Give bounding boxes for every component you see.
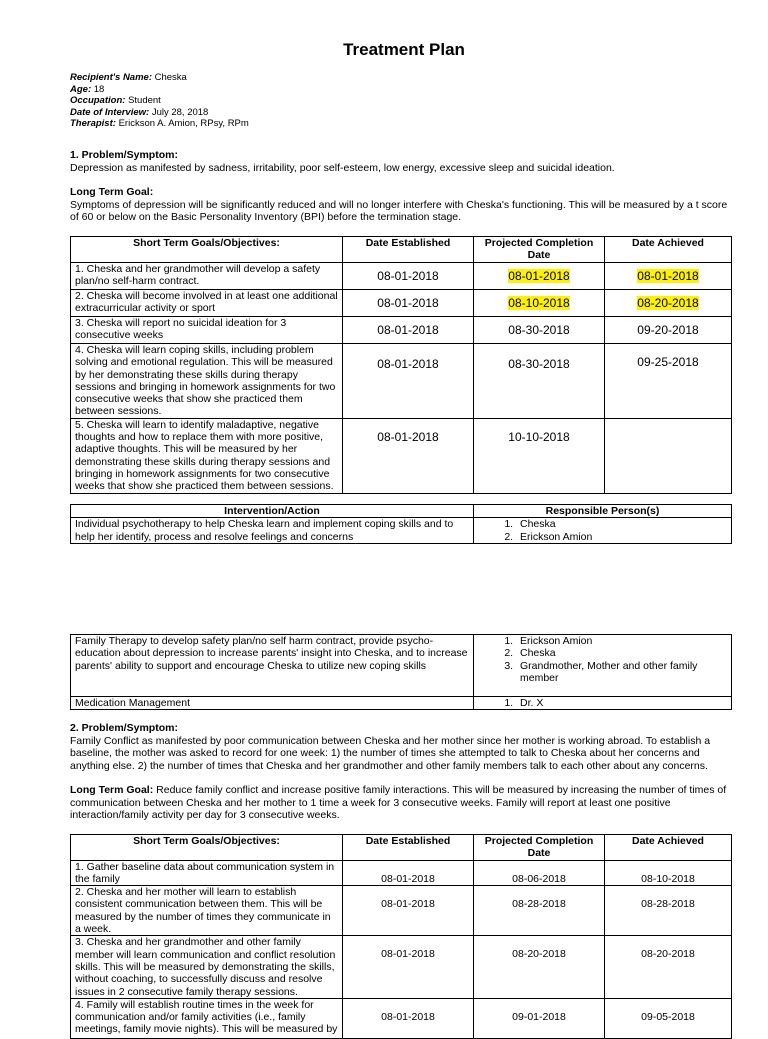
interventions-table-1	[70, 504, 732, 544]
intervention-text: Individual psychotherapy to help Cheska learn and implement coping skills and to help her identify, process and resolve feelings and concerns	[71, 518, 474, 544]
responsible-header: Responsible Person(s)	[474, 505, 732, 518]
list-item: 1. Erickson Amion	[516, 635, 727, 647]
table-row	[71, 263, 732, 290]
recipient-info	[70, 72, 249, 130]
intervention-header: Intervention/Action	[71, 505, 474, 518]
recipient-label: Recipient's Name:	[70, 72, 152, 83]
date-achieved: 08-20-2018	[605, 936, 732, 998]
occupation-label: Occupation:	[70, 95, 126, 106]
goal-header: Short Term Goals/Objectives:	[71, 237, 343, 263]
projected-date: 08-30-2018	[474, 317, 605, 344]
table-row	[71, 635, 732, 697]
goal-text: 1. Cheska and her grandmother will develop a safety plan/no self-harm contract.	[71, 263, 343, 290]
list-item: 1. Dr. X	[516, 697, 727, 709]
intervention-text: Medication Management	[71, 697, 474, 710]
date-established: 08-01-2018	[343, 263, 474, 290]
date-established: 08-01-2018	[343, 317, 474, 344]
date-established: 08-01-2018	[343, 418, 474, 493]
date-achieved-header: Date Achieved	[605, 237, 732, 263]
goal-header: Short Term Goals/Objectives:	[71, 835, 343, 861]
date-achieved-header: Date Achieved	[605, 835, 732, 861]
goals-table-1	[70, 236, 732, 494]
recipient-name: Cheska	[154, 72, 187, 83]
projected-date: 09-01-2018	[474, 998, 605, 1038]
date-established: 08-01-2018	[343, 998, 474, 1038]
date-achieved: 09-05-2018	[605, 998, 732, 1038]
problem-2-text: Family Conflict as manifested by poor communication between Cheska and her mother since her mother is working abroad. To establish a baseline, the mother was asked to record for one week: 1) the number of times she attempted to talk to Cheska about her concerns and anything else. 2) the number of times that Cheska and her grandmother and other family members talk to each other about any concerns.	[70, 734, 711, 772]
occupation-value: Student	[128, 95, 161, 106]
date-achieved: 08-01-2018	[637, 268, 699, 283]
date-achieved: 09-20-2018	[605, 317, 732, 344]
problem-2-section	[70, 722, 730, 772]
projected-date: 08-20-2018	[474, 936, 605, 998]
date-established: 08-01-2018	[343, 290, 474, 317]
date-achieved: 09-25-2018	[605, 344, 732, 419]
long-term-goal-2	[70, 784, 730, 822]
date-established-header: Date Established	[343, 237, 474, 263]
projected-date-header: Projected Completion Date	[474, 237, 605, 263]
table-row	[71, 418, 732, 493]
date-achieved: 08-20-2018	[637, 295, 699, 310]
date-established: 08-01-2018	[343, 344, 474, 419]
projected-date: 10-10-2018	[474, 418, 605, 493]
problem-2-heading: 2. Problem/Symptom:	[70, 722, 178, 734]
list-item: 2. Cheska	[516, 647, 727, 659]
therapist-name: Erickson A. Amion, RPsy, RPm	[118, 118, 249, 129]
goal-text: 1. Gather baseline data about communication system in the family	[71, 860, 343, 886]
intervention-text: Family Therapy to develop safety plan/no self harm contract, provide psycho-education about depression to increase parents' insight into Cheska, and to increase parents' ability to support and encourage Cheska to utilize new coping skills	[71, 635, 474, 697]
goal-text: 4. Cheska will learn coping skills, including problem solving and emotional regulation. This will be measured by her demonstrating these skills during therapy sessions and bringing in homework assignments for two consecutive weeks that show she practiced them between sessions.	[71, 344, 343, 419]
projected-date: 08-30-2018	[474, 344, 605, 419]
problem-1-heading: 1. Problem/Symptom:	[70, 149, 178, 161]
date-established-header: Date Established	[343, 835, 474, 861]
projected-date: 08-28-2018	[474, 886, 605, 936]
table-row	[71, 936, 732, 998]
page-title: Treatment Plan	[343, 40, 465, 59]
table-row	[71, 998, 732, 1038]
responsible-persons	[474, 518, 732, 544]
date-established: 08-01-2018	[343, 886, 474, 936]
therapist-label: Therapist:	[70, 118, 116, 129]
date-established: 08-01-2018	[343, 860, 474, 886]
date-achieved	[605, 418, 732, 493]
goal-text: 2. Cheska and her mother will learn to establish consistent communication between them. This will be measured by the number of times they communicate in a week.	[71, 886, 343, 936]
ltg-2-heading: Long Term Goal:	[70, 784, 154, 796]
date-achieved: 08-28-2018	[605, 886, 732, 936]
list-item: 3. Grandmother, Mother and other family member	[516, 660, 727, 685]
goal-text: 3. Cheska will report no suicidal ideation for 3 consecutive weeks	[71, 317, 343, 344]
goal-text: 3. Cheska and her grandmother and other family member will learn communication and conflict resolution skills. This will be measured by demonstrating the skills, without coaching, to successfully discuss and resolve issues in 2 consecutive family therapy sessions.	[71, 936, 343, 998]
age-label: Age:	[70, 83, 92, 95]
long-term-goal-1	[70, 186, 730, 224]
projected-date: 08-06-2018	[474, 860, 605, 886]
problem-1-text: Depression as manifested by sadness, irritability, poor self-esteem, low energy, excessive sleep and suicidal ideation.	[70, 161, 615, 174]
table-row	[71, 860, 732, 886]
interventions-table-2	[70, 634, 732, 710]
list-item: 2. Erickson Amion	[516, 531, 727, 543]
goal-text: 5. Cheska will learn to identify maladaptive, negative thoughts and how to replace them with more positive, adaptive thoughts. This will be measured by her demonstrating these skills during therapy sessions and bringing in homework assignments for two consecutive weeks that show she practiced them between sessions.	[71, 418, 343, 493]
goals-table-2	[70, 834, 732, 1039]
ltg-1-text: Symptoms of depression will be significantly reduced and will no longer interfere with Cheska's functioning. This will be measured by a t score of 60 or below on the Basic Personality Inventory (BPI) before the termination stage.	[70, 198, 728, 223]
age-value: 18	[93, 83, 105, 95]
date-achieved: 08-10-2018	[605, 860, 732, 886]
table-row	[71, 518, 732, 544]
table-row	[71, 886, 732, 936]
projected-date: 08-10-2018	[508, 295, 570, 310]
table-row	[71, 317, 732, 344]
responsible-persons	[474, 635, 732, 697]
goal-text: 4. Family will establish routine times in the week for communication and/or family activities (i.e., family meetings, family movie nights). This will be measured by	[71, 998, 343, 1038]
projected-date: 08-01-2018	[508, 268, 570, 283]
problem-1-section	[70, 149, 730, 174]
date-established: 08-01-2018	[343, 936, 474, 998]
ltg-1-heading: Long Term Goal:	[70, 186, 154, 198]
table-row	[71, 697, 732, 710]
goal-text: 2. Cheska will become involved in at least one additional extracurricular activity or sport	[71, 290, 343, 317]
table-row	[71, 290, 732, 317]
table-row	[71, 344, 732, 419]
responsible-persons	[474, 697, 732, 710]
ltg-2-text: Reduce family conflict and increase positive family interactions. This will be measured by increasing the number of times of communication between Cheska and her mother to 1 time a week for 3 consecutive weeks. Family will report at least one positive interaction/family activity per day for 3 consecutive weeks.	[70, 784, 727, 821]
interview-date-label: Date of Interview:	[70, 106, 150, 118]
projected-date-header: Projected Completion Date	[474, 835, 605, 861]
interview-date: July 28, 2018	[151, 106, 209, 118]
list-item: 1. Cheska	[516, 518, 727, 530]
